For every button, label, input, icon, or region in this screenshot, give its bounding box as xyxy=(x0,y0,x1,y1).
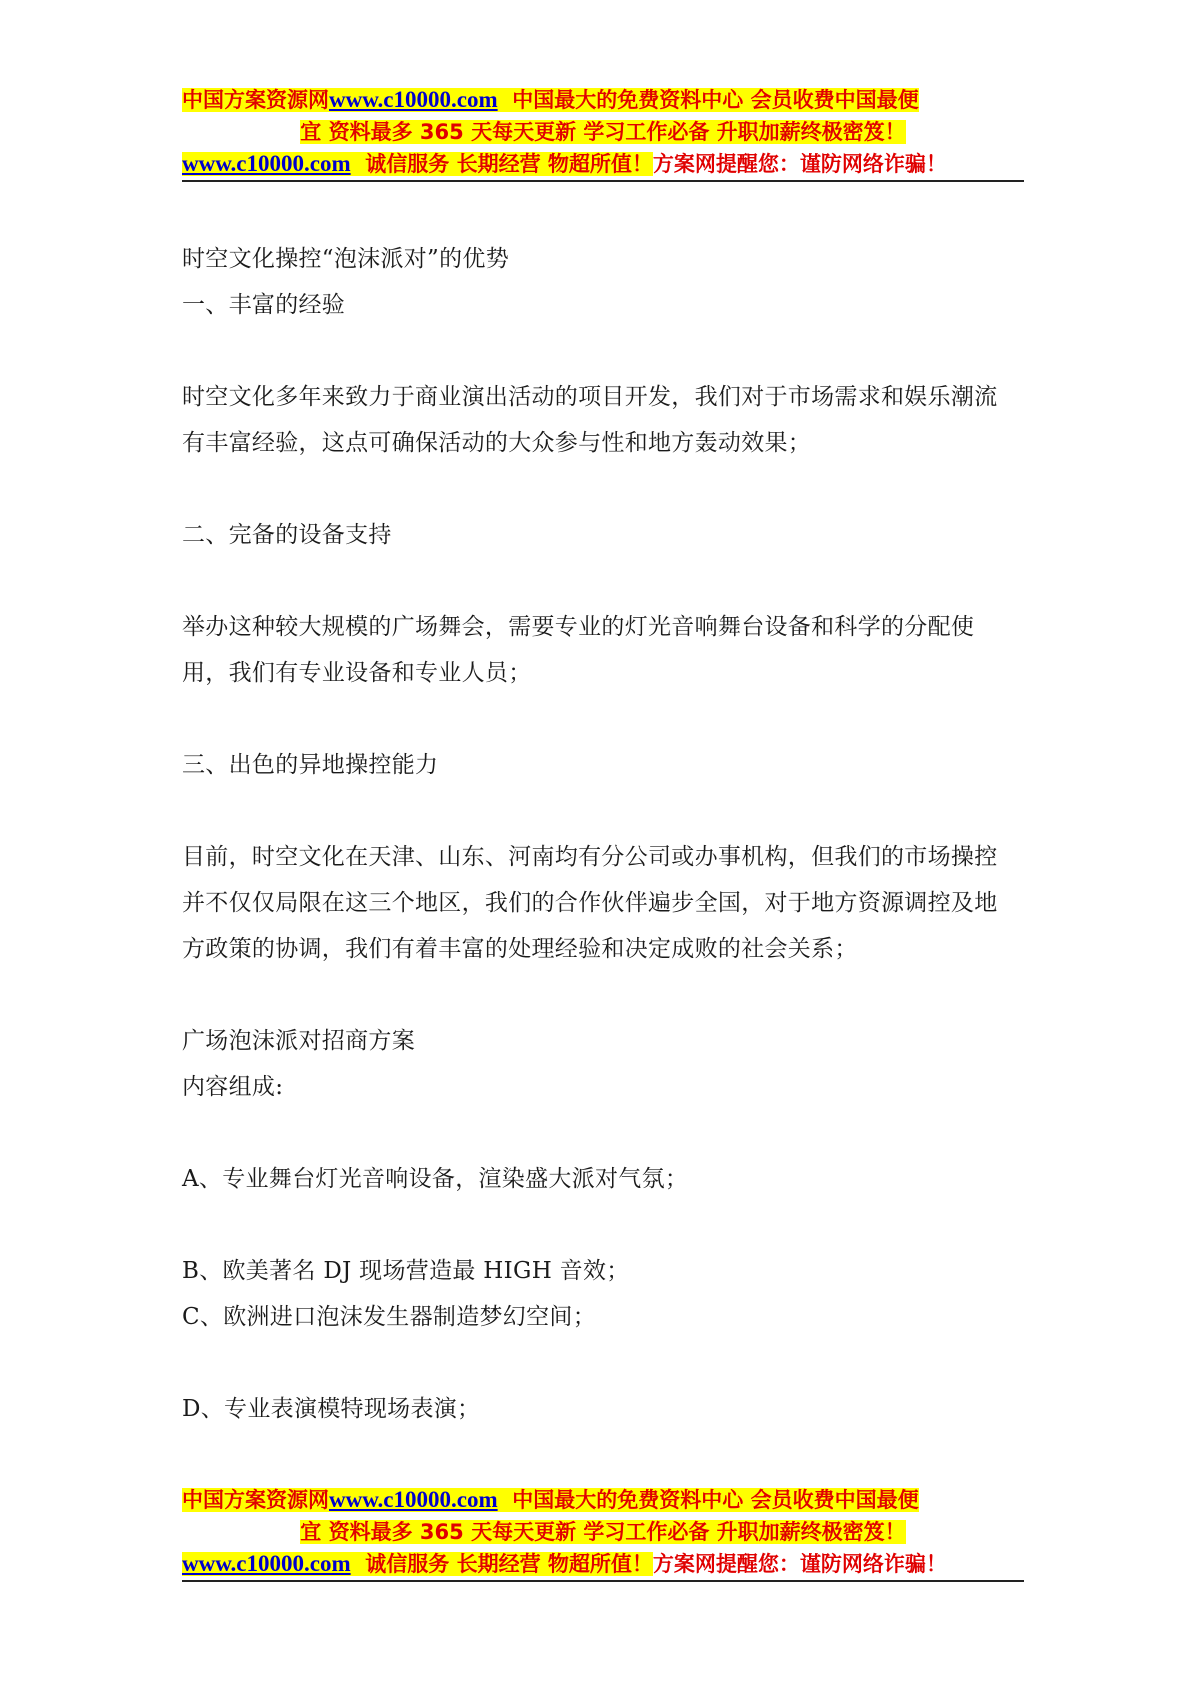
paragraph-experience-line-1: 时空文化多年来致力于商业演出活动的项目开发，我们对于市场需求和娱乐潮流 xyxy=(182,384,998,410)
footer-slogan-2: 宜 资料最多 365 天每天更新 学习工作必备 升职加薪终极密笈！ xyxy=(300,1520,906,1544)
heading-equipment: 二、完备的设备支持 xyxy=(182,522,392,548)
paragraph-equipment-line-2: 用，我们有专业设备和专业人员； xyxy=(182,660,532,686)
paragraph-remote-line-2: 并不仅仅局限在这三个地区，我们的合作伙伴遍步全国，对于地方资源调控及地 xyxy=(182,890,998,916)
list-item-b: B、欧美著名 DJ 现场营造最 HIGH 音效； xyxy=(182,1258,630,1284)
footer-banner-line-2 xyxy=(182,1516,1024,1548)
footer-url-link[interactable]: www.c10000.com xyxy=(329,1487,498,1512)
banner-service-text: 诚信服务 长期经营 物超所值！ xyxy=(365,152,653,176)
footer-banner-line-3 xyxy=(182,1548,1024,1580)
footer-banner-line-1 xyxy=(182,1484,1024,1516)
section-title: 广场泡沫派对招商方案 xyxy=(182,1028,415,1054)
footer-banner xyxy=(182,1484,1024,1582)
banner-line-1 xyxy=(182,84,1024,116)
banner-url-link-2[interactable]: www.c10000.com xyxy=(182,151,351,176)
banner-site-name: 中国方案资源网 xyxy=(182,88,329,112)
footer-service-text: 诚信服务 长期经营 物超所值！ xyxy=(365,1552,653,1576)
section-subtitle: 内容组成: xyxy=(182,1074,284,1100)
list-item-c: C、欧洲进口泡沫发生器制造梦幻空间； xyxy=(182,1304,596,1330)
list-item-a: A、专业舞台灯光音响设备，渲染盛大派对气氛； xyxy=(182,1166,689,1192)
heading-experience: 一、丰富的经验 xyxy=(182,292,346,318)
banner-line-2 xyxy=(182,116,1024,148)
banner-slogan: 中国最大的免费资料中心 会员收费中国最便 xyxy=(512,88,919,112)
header-banner xyxy=(182,84,1024,182)
paragraph-equipment-line-1: 举办这种较大规模的广场舞会，需要专业的灯光音响舞台设备和科学的分配使 xyxy=(182,614,975,640)
footer-site-name: 中国方案资源网 xyxy=(182,1488,329,1512)
list-item-d: D、专业表演模特现场表演； xyxy=(182,1396,481,1422)
banner-url-link[interactable]: www.c10000.com xyxy=(329,87,498,112)
banner-line-3 xyxy=(182,148,1024,180)
heading-remote-control: 三、出色的异地操控能力 xyxy=(182,752,439,778)
footer-url-link-2[interactable]: www.c10000.com xyxy=(182,1551,351,1576)
paragraph-remote-line-3: 方政策的协调，我们有着丰富的处理经验和决定成败的社会关系； xyxy=(182,936,858,962)
paragraph-remote-line-1: 目前，时空文化在天津、山东、河南均有分公司或办事机构，但我们的市场操控 xyxy=(182,844,998,870)
footer-warning-text: 方案网提醒您：谨防网络诈骗！ xyxy=(652,1552,947,1576)
paragraph-experience-line-2: 有丰富经验，这点可确保活动的大众参与性和地方轰动效果； xyxy=(182,430,812,456)
doc-title: 时空文化操控“泡沫派对”的优势 xyxy=(182,246,510,272)
footer-slogan: 中国最大的免费资料中心 会员收费中国最便 xyxy=(512,1488,919,1512)
banner-warning-text: 方案网提醒您：谨防网络诈骗！ xyxy=(652,152,947,176)
banner-slogan-2: 宜 资料最多 365 天每天更新 学习工作必备 升职加薪终极密笈！ xyxy=(300,120,906,144)
